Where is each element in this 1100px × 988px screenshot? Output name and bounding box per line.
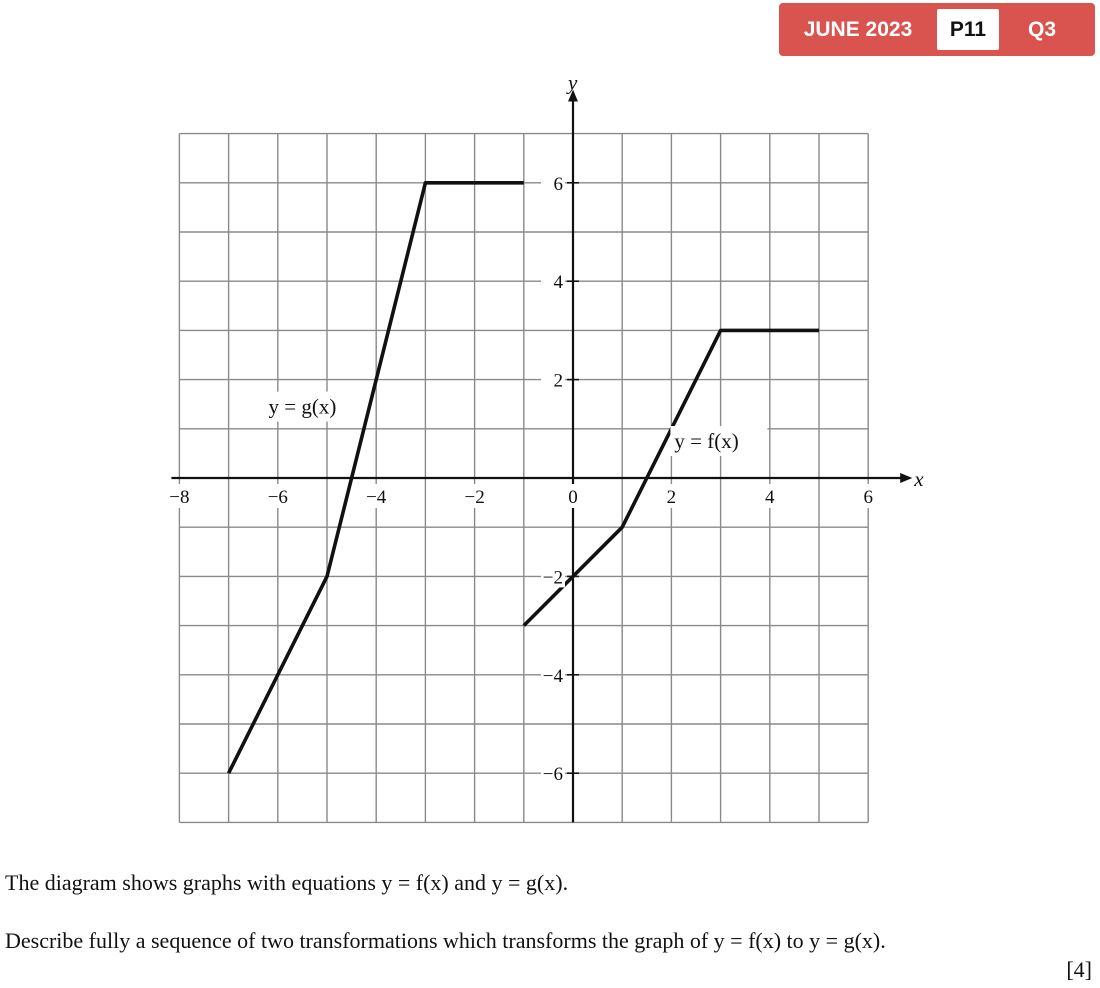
x-tick-label: −6 — [267, 487, 288, 508]
badge-paper: P11 — [937, 9, 999, 50]
y-tick-label: −6 — [542, 764, 563, 786]
question-text-line2: Describe fully a sequence of two transformations which transforms the graph of y = f(x) to y = g(x). — [5, 928, 886, 953]
equation-label-g: y = g(x) — [268, 394, 337, 419]
y-axis-label: y — [568, 70, 578, 95]
x-tick-label: 2 — [666, 487, 677, 508]
y-tick-label: −2 — [542, 567, 563, 589]
x-tick-label: 4 — [765, 487, 775, 508]
badge-date: JUNE 2023 — [803, 17, 913, 41]
question-text-line1: The diagram shows graphs with equations y = f(x) and y = g(x). — [5, 870, 569, 895]
y-tick-label: 2 — [553, 370, 563, 392]
y-tick-label: 6 — [553, 173, 563, 195]
equation-label-f: y = f(x) — [674, 429, 739, 454]
labels — [165, 71, 924, 786]
y-tick-label: −4 — [542, 665, 563, 687]
x-tick-label: 6 — [863, 487, 873, 508]
badge-question: Q3 — [1027, 17, 1056, 41]
axes — [171, 96, 906, 823]
x-tick-label: −8 — [169, 487, 190, 508]
x-tick-label: 0 — [568, 487, 578, 508]
y-tick-label: 4 — [553, 272, 563, 294]
x-tick-label: −2 — [464, 487, 485, 508]
marks-label: [4] — [1066, 957, 1092, 982]
x-tick-label: −4 — [366, 487, 387, 508]
x-axis-label: x — [914, 467, 924, 491]
